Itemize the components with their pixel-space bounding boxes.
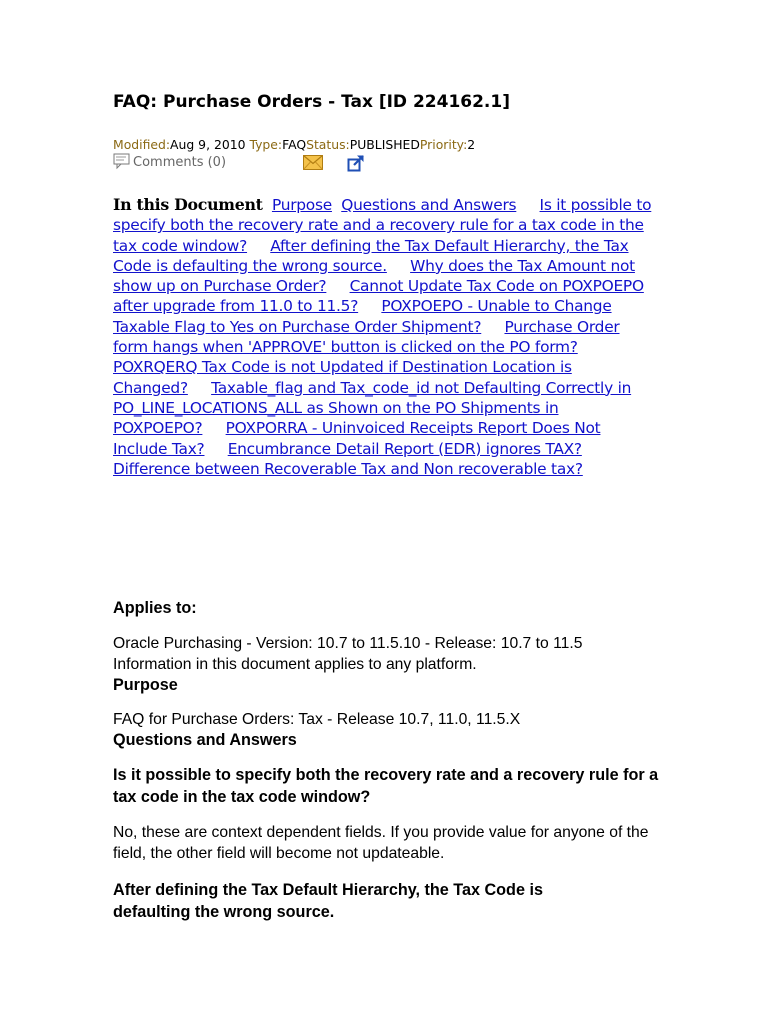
type-label: Type:: [249, 137, 283, 152]
document-metadata: [113, 137, 475, 152]
question-1: Is it possible to specify both the recovery rate and a recovery rule for a tax code in the tax code window?: [113, 766, 659, 806]
toc-link-tax-amount[interactable]: Why does the Tax Amount not show up on Purchase Order?: [113, 256, 635, 296]
toc-link-cannot-update-tax-code[interactable]: Cannot Update Tax Code on POXPOEPO after upgrade from 11.0 to 11.5?: [113, 277, 644, 316]
answer-1: No, these are context dependent fields. If you provide value for anyone of the field, the other field will become not updateable.: [113, 824, 649, 862]
type-value: FAQ: [282, 137, 307, 152]
qa-heading: Questions and Answers: [113, 731, 297, 749]
applies-version: Oracle Purchasing - Version: 10.7 to 11.5.10 - Release: 10.7 to 11.5: [113, 635, 583, 652]
comments-link[interactable]: [113, 153, 226, 170]
table-of-contents: [113, 195, 658, 479]
priority-value: 2: [467, 137, 476, 152]
purpose-heading: Purpose: [113, 676, 178, 694]
page-title: FAQ: Purchase Orders - Tax [ID 224162.1]: [113, 92, 510, 112]
toc-link-questions-answers[interactable]: Questions and Answers: [341, 196, 517, 214]
toc-link-purpose[interactable]: Purpose: [271, 196, 332, 214]
modified-value: Aug 9, 2010: [170, 137, 246, 152]
comment-icon: [113, 153, 132, 170]
status-label: Status:: [306, 137, 350, 152]
applies-heading: Applies to:: [113, 599, 197, 617]
toc-link-taxable-flag-yes[interactable]: POXPOEPO - Unable to Change Taxable Flag to Yes on Purchase Order Shipment?: [113, 297, 612, 336]
applies-platform: Information in this document applies to any platform.: [113, 656, 477, 673]
question-2: After defining the Tax Default Hierarchy, the Tax Code is defaulting the wrong source.: [113, 881, 543, 921]
open-in-new-window-icon[interactable]: [347, 154, 365, 172]
toc-heading: In this Document: [113, 195, 263, 214]
toc-link-edr[interactable]: Encumbrance Detail Report (EDR) ignores TAX?: [227, 439, 582, 458]
comments-label: Comments (0): [133, 155, 227, 170]
toc-link-form-hangs[interactable]: Purchase Order form hangs when 'APPROVE' button is clicked on the PO form?: [113, 317, 620, 357]
toc-link-poxrqerq[interactable]: POXRQERQ Tax Code is not Updated if Destination Location is Changed?: [113, 358, 572, 397]
priority-label: Priority:: [419, 137, 468, 152]
status-value: PUBLISHED: [349, 137, 420, 152]
purpose-text: FAQ for Purchase Orders: Tax - Release 10.7, 11.0, 11.5.X: [113, 711, 521, 728]
toc-link-recovery-rate[interactable]: Is it possible to specify both the recovery rate and a recovery rule for a tax code in the tax code window?: [113, 196, 652, 255]
toc-link-recoverable-tax[interactable]: Difference between Recoverable Tax and Non recoverable tax?: [113, 459, 583, 478]
email-icon[interactable]: [303, 155, 323, 170]
toc-link-poxporra[interactable]: POXPORRA - Uninvoiced Receipts Report Does Not Include Tax?: [113, 419, 601, 458]
modified-label: Modified:: [113, 137, 171, 152]
toc-link-taxable-flag-defaulting[interactable]: Taxable_flag and Tax_code_id not Defaulting Correctly in PO_LINE_LOCATIONS_ALL as Shown on the PO Shipments in POXPOEPO?: [113, 378, 632, 438]
toc-link-tax-default-hierarchy[interactable]: After defining the Tax Default Hierarchy, the Tax Code is defaulting the wrong source.: [113, 236, 629, 275]
